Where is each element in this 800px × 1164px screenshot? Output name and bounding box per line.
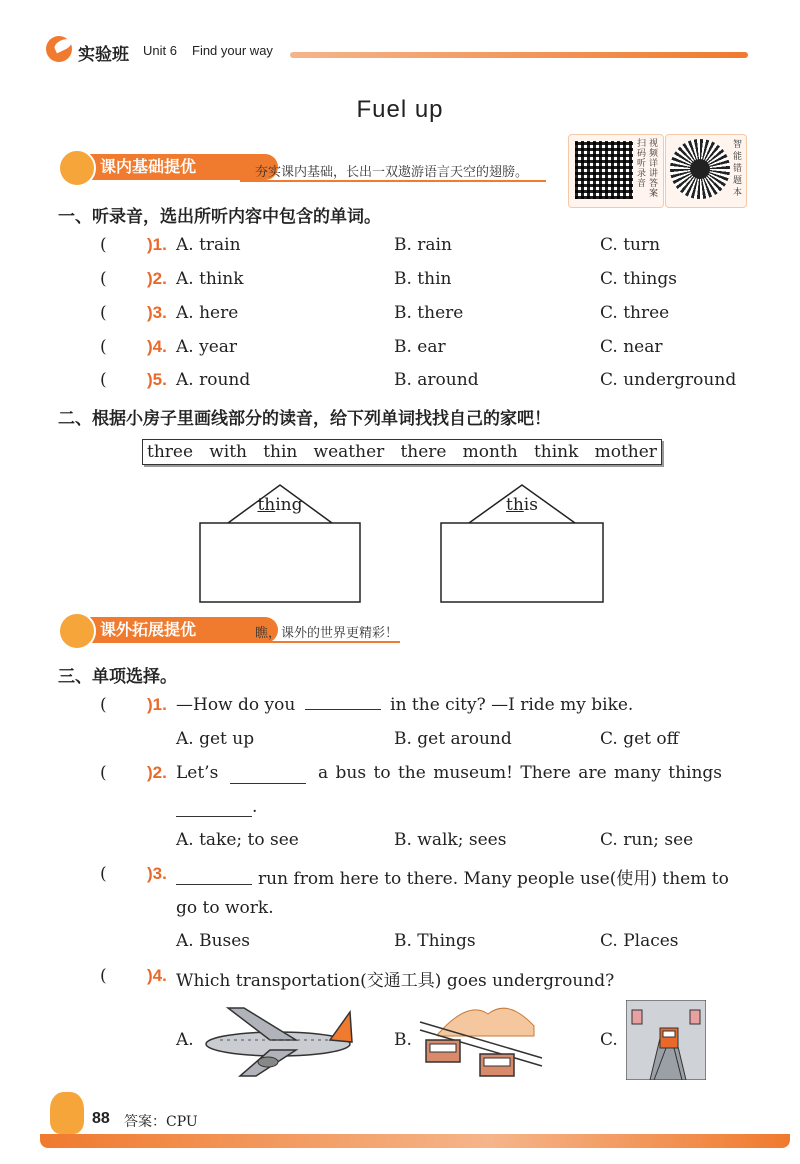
q1-pre: —How do you bbox=[176, 695, 296, 715]
answer-paren[interactable]: ( bbox=[100, 966, 107, 986]
banner-label: 课内基础提优 bbox=[100, 157, 197, 176]
house-this bbox=[439, 480, 605, 604]
banner-label: 课外拓展提优 bbox=[100, 620, 197, 639]
q3-blank[interactable] bbox=[176, 883, 252, 885]
word-bank-item[interactable]: with bbox=[209, 442, 247, 462]
house-thing bbox=[198, 480, 362, 604]
question-number: )4. bbox=[147, 337, 167, 356]
word-bank-item[interactable]: mother bbox=[594, 442, 657, 462]
qr-right-caption: 智能错题本 bbox=[733, 140, 743, 198]
question-number: )3. bbox=[147, 864, 167, 883]
house-this-rest: is bbox=[523, 495, 538, 515]
house-thing-label bbox=[198, 495, 362, 515]
option-a[interactable]: A. think bbox=[176, 269, 244, 289]
footer-mascot-icon bbox=[50, 1092, 84, 1134]
page-number: 88 bbox=[92, 1110, 110, 1127]
option-c[interactable]: C. turn bbox=[600, 235, 661, 255]
brand-name: 实验班 bbox=[78, 45, 129, 65]
option-c[interactable]: C. things bbox=[600, 269, 677, 289]
q3-option-b[interactable]: B. Things bbox=[394, 931, 476, 951]
q1-post: in the city? —I ride my bike. bbox=[390, 695, 634, 715]
word-bank-item[interactable]: thin bbox=[263, 442, 298, 462]
answer-paren[interactable]: ( bbox=[100, 763, 107, 783]
section-banner-basic bbox=[60, 154, 278, 180]
answer-paren[interactable]: ( bbox=[100, 303, 107, 323]
question-number: )2. bbox=[147, 763, 167, 782]
option-a[interactable]: A. year bbox=[176, 337, 238, 357]
header-rule bbox=[290, 52, 748, 58]
option-a[interactable]: A. round bbox=[176, 370, 251, 390]
q3-line2: go to work. bbox=[176, 898, 274, 918]
q1-option-b[interactable]: B. get around bbox=[394, 729, 512, 749]
q3-option-c[interactable]: C. Places bbox=[600, 931, 679, 951]
page-title: Fuel up bbox=[356, 96, 444, 123]
mascot-icon bbox=[58, 612, 96, 650]
option-b[interactable]: B. rain bbox=[394, 235, 452, 255]
q2-option-b[interactable]: B. walk; sees bbox=[394, 830, 507, 850]
answer-paren[interactable]: ( bbox=[100, 337, 107, 357]
house-this-underlined: th bbox=[506, 495, 524, 515]
qr-right[interactable] bbox=[665, 134, 747, 208]
airplane-icon bbox=[200, 1000, 354, 1080]
q1-option-a[interactable]: A. get up bbox=[176, 729, 255, 749]
section-a-underline bbox=[240, 180, 546, 182]
mascot-icon bbox=[58, 149, 96, 187]
header bbox=[0, 30, 800, 70]
qr-circle-center-icon bbox=[690, 159, 710, 179]
question-number: )2. bbox=[147, 269, 167, 288]
word-bank-item[interactable]: three bbox=[147, 442, 194, 462]
word-bank-item[interactable]: think bbox=[533, 442, 579, 462]
unit-title: Find your way bbox=[192, 43, 273, 58]
word-bank-item[interactable]: there bbox=[400, 442, 447, 462]
section-b-underline bbox=[240, 641, 400, 643]
word-bank-item[interactable]: month bbox=[462, 442, 518, 462]
q2-pre: Let’s bbox=[176, 763, 219, 783]
qr-code-icon bbox=[575, 141, 633, 199]
q2-blank-1[interactable] bbox=[230, 782, 306, 784]
qr-left[interactable] bbox=[568, 134, 664, 208]
section-note: 夯实课内基础，长出一双遨游语言天空的翅膀。 bbox=[255, 165, 529, 180]
house-this-label bbox=[439, 495, 605, 515]
option-a[interactable]: A. train bbox=[176, 235, 241, 255]
answer-paren[interactable]: ( bbox=[100, 269, 107, 289]
option-b[interactable]: B. there bbox=[394, 303, 464, 323]
answer-text: 答案：CPU bbox=[124, 1114, 198, 1130]
q4-option-a[interactable]: A. bbox=[176, 1030, 194, 1050]
question-number: )1. bbox=[147, 695, 167, 714]
option-b[interactable]: B. thin bbox=[394, 269, 452, 289]
q2-option-c[interactable]: C. run; see bbox=[600, 830, 694, 850]
answer-paren[interactable]: ( bbox=[100, 864, 107, 884]
q4-option-c[interactable]: C. bbox=[600, 1030, 618, 1050]
q1-blank[interactable] bbox=[305, 708, 381, 710]
option-c[interactable]: C. near bbox=[600, 337, 663, 357]
house-thing-rest: ing bbox=[275, 495, 303, 515]
q4-option-b[interactable]: B. bbox=[394, 1030, 412, 1050]
subway-image[interactable] bbox=[626, 1000, 706, 1080]
question-1-text bbox=[176, 695, 633, 715]
option-c[interactable]: C. underground bbox=[600, 370, 737, 390]
answer-paren[interactable]: ( bbox=[100, 235, 107, 255]
section-banner-extension bbox=[60, 617, 278, 643]
question-number: )1. bbox=[147, 235, 167, 254]
option-b[interactable]: B. around bbox=[394, 370, 479, 390]
airplane-image[interactable] bbox=[200, 1000, 354, 1080]
unit-label: Unit 6 bbox=[143, 43, 177, 58]
q2-blank-2[interactable] bbox=[176, 815, 252, 817]
q2-post: a bus to the museum! There are many things bbox=[318, 763, 723, 783]
option-b[interactable]: B. ear bbox=[394, 337, 446, 357]
part3-title: 三、单项选择。 bbox=[58, 667, 177, 687]
cable-car-image[interactable] bbox=[418, 996, 544, 1082]
house-thing-underlined: th bbox=[257, 495, 276, 515]
option-a[interactable]: A. here bbox=[176, 303, 239, 323]
word-bank bbox=[142, 439, 662, 465]
cable-car-icon bbox=[418, 996, 544, 1082]
word-bank-item[interactable]: weather bbox=[313, 442, 385, 462]
subway-icon bbox=[626, 1000, 706, 1080]
q1-option-c[interactable]: C. get off bbox=[600, 729, 679, 749]
q2-end: . bbox=[252, 797, 258, 817]
part1-title: 一、听录音，选出所听内容中包含的单词。 bbox=[58, 207, 381, 227]
answer-paren[interactable]: ( bbox=[100, 695, 107, 715]
q2-option-a[interactable]: A. take; to see bbox=[176, 830, 299, 850]
answer-paren[interactable]: ( bbox=[100, 370, 107, 390]
q4-text: Which transportation(交通工具) goes underground? bbox=[176, 971, 615, 991]
question-number: )3. bbox=[147, 303, 167, 322]
section-note: 瞧，课外的世界更精彩！ bbox=[255, 626, 399, 641]
part2-title: 二、根据小房子里画线部分的读音，给下列单词找找自己的家吧！ bbox=[58, 409, 551, 429]
qr-left-caption: 扫码听录音 bbox=[637, 139, 647, 189]
question-number: )4. bbox=[147, 966, 167, 985]
qr-left-caption2: 视频详讲答案 bbox=[649, 139, 659, 199]
q3-option-a[interactable]: A. Buses bbox=[176, 931, 251, 951]
footer-wave bbox=[40, 1134, 790, 1148]
question-number: )5. bbox=[147, 370, 167, 389]
option-c[interactable]: C. three bbox=[600, 303, 670, 323]
q3-post: run from here to there. Many people use(使用) them to bbox=[258, 869, 729, 889]
